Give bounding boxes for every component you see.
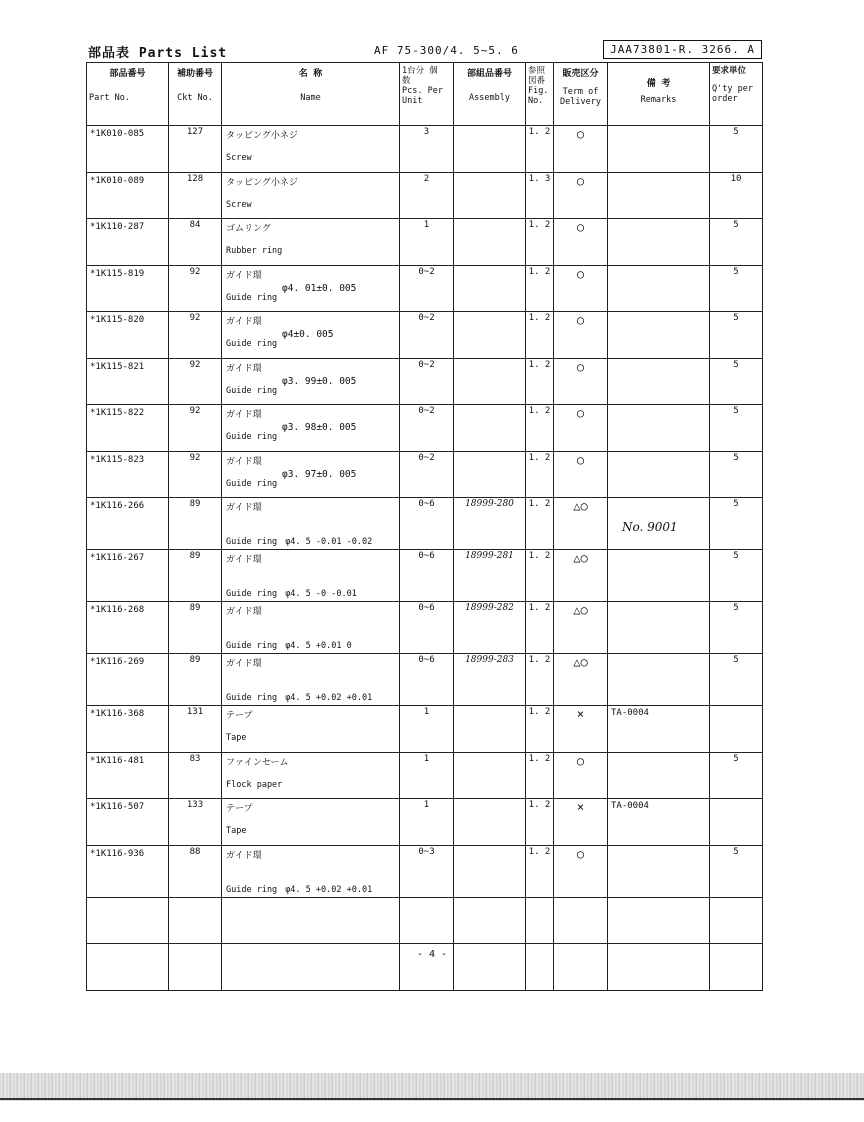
cell-qty: 5 — [710, 498, 763, 550]
cell-rmk — [608, 602, 710, 654]
remarks-text: TA-0004 — [611, 801, 649, 811]
cell-pno: *1K116-481 — [87, 752, 169, 799]
cell-asm — [454, 706, 526, 753]
delivery-mark: △○ — [573, 499, 588, 513]
delivery-mark: △○ — [573, 603, 588, 617]
delivery-mark: ○ — [576, 753, 585, 768]
name-jp: ガイド環 — [226, 456, 262, 467]
cell-fig: 1. 2 — [526, 451, 554, 498]
cell-term — [554, 358, 608, 405]
cell-rmk — [608, 312, 710, 359]
cell-term — [554, 845, 608, 897]
cell-rmk — [608, 498, 710, 550]
cell-term — [554, 752, 608, 799]
col-header-assembly: 部組品番号 Assembly — [454, 63, 526, 126]
name-en: Flock paper — [226, 779, 283, 790]
page-number: - 4 - — [416, 949, 448, 960]
cell-pno: *1K116-267 — [87, 550, 169, 602]
cell-pno: *1K116-268 — [87, 602, 169, 654]
name-jp: ガイド環 — [226, 363, 262, 374]
name-en: Guide ring — [226, 432, 278, 442]
delivery-mark: × — [576, 800, 585, 814]
name-jp: ガイド環 — [226, 410, 262, 420]
cell-rmk — [608, 265, 710, 312]
name-jp: ガイド環 — [226, 555, 262, 565]
table-row — [87, 897, 763, 944]
col-header-name: 名 称 Name — [222, 63, 400, 126]
cell-fig: 1. 3 — [526, 172, 554, 219]
delivery-mark: ○ — [576, 359, 585, 374]
cell-unit: 0~2 — [400, 312, 454, 359]
cell-term — [554, 498, 608, 550]
cell-term — [554, 706, 608, 753]
table-row — [87, 498, 763, 550]
cell-unit: 0~6 — [400, 550, 454, 602]
cell-term — [554, 172, 608, 219]
cell-pno: *1K116-936 — [87, 845, 169, 897]
cell-unit: 1 — [400, 219, 454, 266]
delivery-mark: ○ — [576, 452, 585, 467]
cell-rmk — [608, 172, 710, 219]
name-jp: ガイド環 — [226, 270, 262, 281]
name-en: Tape — [226, 733, 247, 743]
table-row — [87, 172, 763, 219]
cell-unit: 1 — [400, 706, 454, 753]
cell-ckt: 92 — [169, 358, 222, 405]
cell-pno: *1K115-823 — [87, 451, 169, 498]
cell-asm — [454, 845, 526, 897]
document-title: 部品表 Parts List — [88, 46, 228, 61]
name-jp: タッピング小ネジ — [226, 131, 298, 141]
col-header-pcs-per-unit: 1台分 個 数 Pcs. Per Unit — [400, 63, 454, 126]
cell-asm — [454, 126, 526, 173]
cell-qty: 10 — [710, 172, 763, 219]
table-body — [87, 126, 763, 991]
cell-rmk — [608, 358, 710, 405]
delivery-mark: × — [576, 707, 585, 721]
cell-unit: 0~6 — [400, 498, 454, 550]
cell-pno: *1K115-820 — [87, 312, 169, 359]
cell-rmk — [608, 451, 710, 498]
cell-term — [554, 405, 608, 452]
delivery-mark: △○ — [573, 655, 588, 669]
document-number: JAA73801-R. 3266. A — [603, 40, 762, 59]
name-jp: ガイド環 — [226, 503, 262, 513]
name-en: Guide ring — [226, 693, 278, 703]
table-row — [87, 451, 763, 498]
dimension-spec: φ4. 5 -0 -0.01 — [285, 589, 357, 599]
cell-nm — [222, 219, 400, 266]
name-jp: ファインセーム — [226, 757, 289, 768]
dimension-spec: φ4. 5 -0.01 -0.02 — [285, 537, 373, 547]
cell-ckt: 92 — [169, 312, 222, 359]
table-row — [87, 706, 763, 753]
cell-ckt: 92 — [169, 451, 222, 498]
name-en: Guide ring — [226, 589, 278, 599]
cell-unit: 0~3 — [400, 845, 454, 897]
cell-term — [554, 451, 608, 498]
cell-rmk — [608, 405, 710, 452]
cell-pno: *1K115-819 — [87, 265, 169, 312]
name-jp: ガイド環 — [226, 659, 262, 669]
table-row — [87, 358, 763, 405]
cell-ckt: 128 — [169, 172, 222, 219]
name-en: Guide ring — [226, 641, 278, 651]
cell-ckt: 89 — [169, 550, 222, 602]
col-header-term: 販売区分 Term of Delivery — [554, 63, 608, 126]
name-jp: タッピング小ネジ — [226, 177, 298, 188]
cell-asm: 18999-283 — [454, 654, 526, 706]
cell-fig: 1. 2 — [526, 405, 554, 452]
delivery-mark: ○ — [576, 127, 585, 141]
scan-artifact — [0, 1073, 864, 1101]
name-en: Rubber ring — [226, 246, 283, 256]
cell-ckt: 92 — [169, 405, 222, 452]
cell-nm — [222, 799, 400, 846]
cell-nm — [222, 602, 400, 654]
cell-unit: 1 — [400, 752, 454, 799]
cell-term — [554, 550, 608, 602]
dimension-spec: φ4. 5 +0.02 +0.01 — [285, 693, 373, 703]
cell-nm — [222, 752, 400, 799]
cell-ckt: 131 — [169, 706, 222, 753]
cell-ckt: 92 — [169, 265, 222, 312]
cell-pno: *1K116-266 — [87, 498, 169, 550]
col-header-part-no: 部品番号 Part No. — [87, 63, 169, 126]
table-row — [87, 265, 763, 312]
cell-qty — [710, 897, 763, 944]
dimension-spec: φ3. 99±0. 005 — [282, 375, 357, 387]
cell-qty: 5 — [710, 845, 763, 897]
cell-term — [554, 219, 608, 266]
table-row — [87, 312, 763, 359]
cell-rmk — [608, 654, 710, 706]
table-row — [87, 550, 763, 602]
name-en: Tape — [226, 826, 247, 836]
cell-ckt: 84 — [169, 219, 222, 266]
cell-rmk — [608, 126, 710, 173]
cell-qty: 5 — [710, 405, 763, 452]
cell-unit — [400, 897, 454, 944]
name-en: Guide ring — [226, 292, 278, 303]
cell-fig: 1. 2 — [526, 358, 554, 405]
cell-nm — [222, 897, 400, 944]
cell-ckt: 127 — [169, 126, 222, 173]
cell-asm — [454, 172, 526, 219]
cell-ckt: 89 — [169, 602, 222, 654]
cell-nm — [222, 172, 400, 219]
cell-qty: 5 — [710, 752, 763, 799]
name-en: Guide ring — [226, 385, 278, 396]
cell-fig: 1. 2 — [526, 219, 554, 266]
table-row — [87, 126, 763, 173]
dimension-spec: φ4. 5 +0.01 0 — [285, 641, 352, 651]
delivery-mark: ○ — [576, 406, 585, 420]
table-row — [87, 405, 763, 452]
cell-rmk — [608, 706, 710, 753]
cell-pno: *1K115-821 — [87, 358, 169, 405]
cell-qty: 5 — [710, 358, 763, 405]
table-row — [87, 602, 763, 654]
cell-qty: 5 — [710, 550, 763, 602]
cell-nm — [222, 312, 400, 359]
cell-fig: 1. 2 — [526, 550, 554, 602]
col-header-qty: 要求単位 Q'ty per order — [710, 63, 763, 126]
cell-asm: 18999-281 — [454, 550, 526, 602]
name-jp: テープ — [226, 711, 253, 721]
cell-unit: 3 — [400, 126, 454, 173]
table-row — [87, 799, 763, 846]
cell-fig: 1. 2 — [526, 126, 554, 173]
cell-ckt: 89 — [169, 498, 222, 550]
cell-term — [554, 654, 608, 706]
cell-ckt: 89 — [169, 654, 222, 706]
cell-ckt: 88 — [169, 845, 222, 897]
dimension-spec: φ4. 01±0. 005 — [282, 282, 357, 294]
dimension-spec: φ3. 98±0. 005 — [282, 422, 357, 433]
cell-qty: 5 — [710, 312, 763, 359]
delivery-mark: △○ — [573, 551, 588, 565]
cell-fig: 1. 2 — [526, 654, 554, 706]
cell-fig: 1. 2 — [526, 265, 554, 312]
name-jp: テープ — [226, 804, 253, 814]
col-header-ckt-no: 補助番号 Ckt No. — [169, 63, 222, 126]
cell-rmk — [608, 845, 710, 897]
scan-line — [0, 1098, 864, 1100]
table-row — [87, 654, 763, 706]
cell-pno: *1K110-287 — [87, 219, 169, 266]
cell-term — [554, 126, 608, 173]
cell-nm — [222, 706, 400, 753]
cell-term — [554, 799, 608, 846]
cell-asm: 18999-280 — [454, 498, 526, 550]
cell-term — [554, 312, 608, 359]
cell-term — [554, 265, 608, 312]
cell-rmk — [608, 799, 710, 846]
delivery-mark: ○ — [576, 266, 585, 281]
cell-pno — [87, 897, 169, 944]
cell-unit: 1 — [400, 799, 454, 846]
cell-asm — [454, 312, 526, 359]
cell-fig: 1. 2 — [526, 312, 554, 359]
name-en: Screw — [226, 153, 252, 163]
cell-fig: 1. 2 — [526, 498, 554, 550]
col-header-fig-no: 参照 図番 Fig. No. — [526, 63, 554, 126]
cell-asm — [454, 897, 526, 944]
cell-unit: 0~6 — [400, 602, 454, 654]
cell-asm — [454, 358, 526, 405]
name-jp: ガイド環 — [226, 850, 262, 861]
cell-asm — [454, 219, 526, 266]
name-jp: ゴムリング — [226, 224, 271, 234]
cell-qty: 5 — [710, 451, 763, 498]
cell-pno: *1K116-368 — [87, 706, 169, 753]
name-en: Guide ring — [226, 884, 278, 895]
name-en: Guide ring — [226, 478, 278, 489]
parts-table — [86, 62, 763, 991]
remarks-text: TA-0004 — [611, 708, 649, 718]
cell-ckt: 133 — [169, 799, 222, 846]
delivery-mark: ○ — [576, 173, 585, 188]
cell-nm — [222, 358, 400, 405]
cell-asm — [454, 405, 526, 452]
cell-qty — [710, 799, 763, 846]
cell-asm — [454, 799, 526, 846]
name-en: Screw — [226, 199, 252, 210]
cell-asm — [454, 752, 526, 799]
cell-nm — [222, 126, 400, 173]
name-jp: ガイド環 — [226, 317, 262, 327]
cell-nm — [222, 498, 400, 550]
cell-asm — [454, 451, 526, 498]
cell-term — [554, 897, 608, 944]
cell-qty: 5 — [710, 602, 763, 654]
cell-pno: *1K010-085 — [87, 126, 169, 173]
cell-qty: 5 — [710, 654, 763, 706]
cell-asm: 18999-282 — [454, 602, 526, 654]
cell-qty: 5 — [710, 219, 763, 266]
cell-nm — [222, 550, 400, 602]
cell-nm — [222, 654, 400, 706]
cell-qty: 5 — [710, 126, 763, 173]
header — [86, 40, 762, 62]
cell-unit: 0~2 — [400, 358, 454, 405]
cell-nm — [222, 451, 400, 498]
dimension-spec: φ4. 5 +0.02 +0.01 — [285, 884, 373, 895]
cell-unit: 2 — [400, 172, 454, 219]
cell-unit: 0~2 — [400, 265, 454, 312]
delivery-mark: ○ — [576, 313, 585, 327]
dimension-spec: φ3. 97±0. 005 — [282, 468, 357, 480]
dimension-spec: φ4±0. 005 — [282, 329, 334, 340]
cell-pno: *1K116-507 — [87, 799, 169, 846]
name-en: Guide ring — [226, 339, 278, 349]
table-row — [87, 752, 763, 799]
cell-nm — [222, 845, 400, 897]
name-en: Guide ring — [226, 537, 278, 547]
cell-fig: 1. 2 — [526, 706, 554, 753]
model-number: AF 75-300/4. 5~5. 6 — [374, 44, 519, 57]
cell-ckt — [169, 897, 222, 944]
cell-fig: 1. 2 — [526, 602, 554, 654]
cell-rmk — [608, 550, 710, 602]
cell-pno: *1K115-822 — [87, 405, 169, 452]
cell-asm — [454, 265, 526, 312]
cell-ckt: 83 — [169, 752, 222, 799]
cell-nm — [222, 405, 400, 452]
cell-term — [554, 602, 608, 654]
table-header-row — [87, 63, 763, 126]
cell-fig: 1. 2 — [526, 799, 554, 846]
cell-fig: 1. 2 — [526, 845, 554, 897]
delivery-mark: ○ — [576, 220, 585, 234]
cell-fig — [526, 897, 554, 944]
cell-pno: *1K010-089 — [87, 172, 169, 219]
handwritten-note: No. 9001 — [622, 520, 678, 534]
delivery-mark: ○ — [576, 846, 585, 861]
cell-unit: 0~2 — [400, 405, 454, 452]
name-jp: ガイド環 — [226, 607, 262, 617]
cell-rmk — [608, 897, 710, 944]
table-row — [87, 845, 763, 897]
table-row — [87, 219, 763, 266]
cell-rmk — [608, 219, 710, 266]
cell-nm — [222, 265, 400, 312]
cell-fig: 1. 2 — [526, 752, 554, 799]
col-header-remarks: 備 考 Remarks — [608, 63, 710, 126]
cell-qty: 5 — [710, 265, 763, 312]
cell-qty — [710, 706, 763, 753]
cell-unit: 0~6 — [400, 654, 454, 706]
cell-rmk — [608, 752, 710, 799]
cell-pno: *1K116-269 — [87, 654, 169, 706]
cell-unit: 0~2 — [400, 451, 454, 498]
